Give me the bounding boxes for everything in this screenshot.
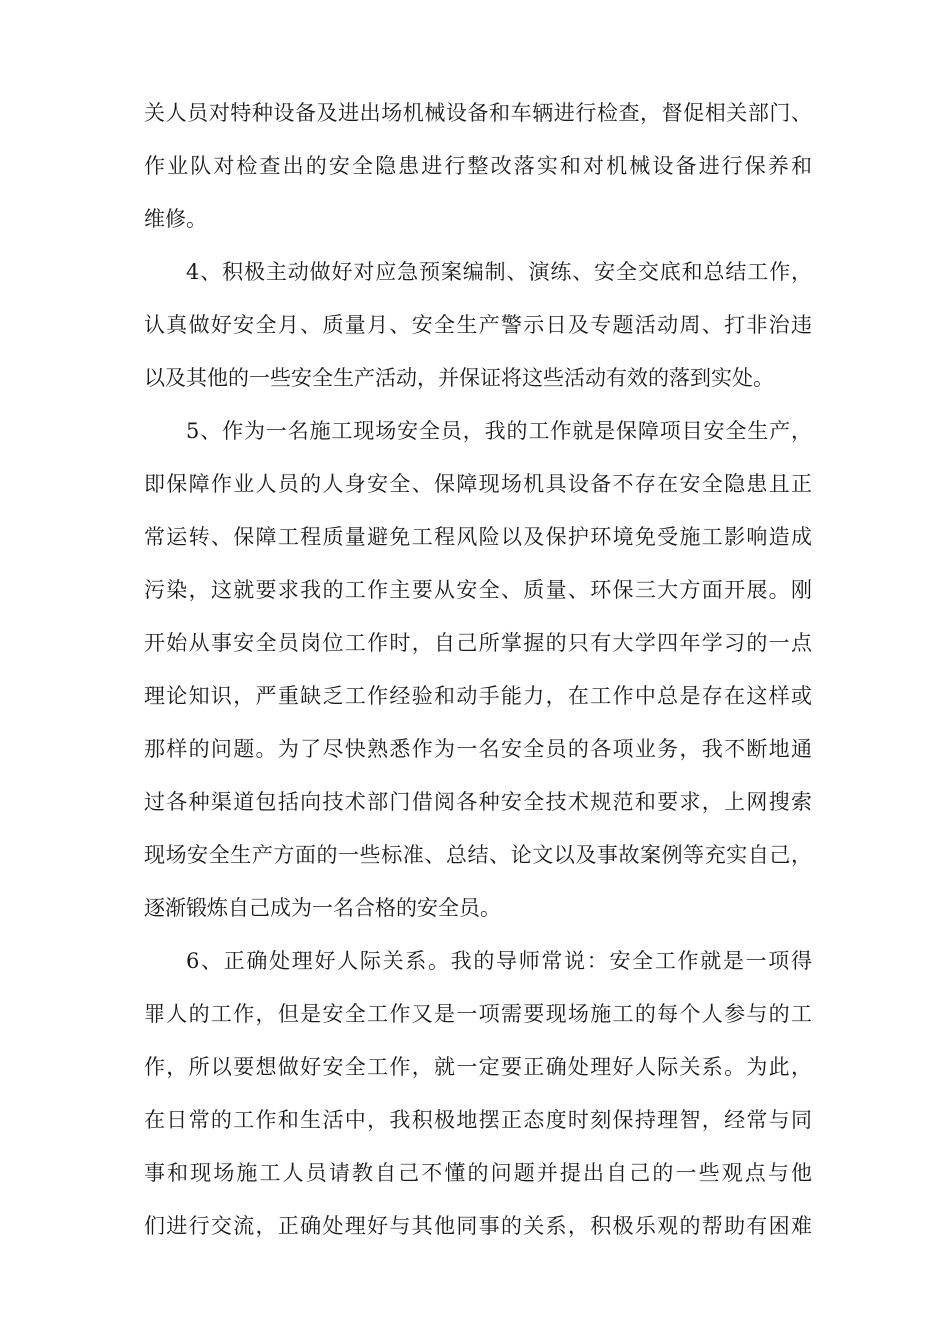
text-line: 6、正确处理好人际关系。我的导师常说：安全工作就是一项得 (186, 949, 812, 973)
text-line: 过各种渠道包括向技术部门借阅各种安全技术规范和要求，上网搜索 (144, 790, 812, 814)
text-line: 常运转、保障工程质量避免工程风险以及保护环境免受施工影响造成 (144, 525, 812, 549)
document-body (144, 98, 812, 1264)
text-line: 们进行交流，正确处理好与其他同事的关系，积极乐观的帮助有困难 (144, 1214, 812, 1238)
text-line: 作，所以要想做好安全工作，就一定要正确处理好人际关系。为此， (144, 1055, 812, 1079)
text-line: 维修。 (144, 207, 207, 231)
text-line: 认真做好安全月、质量月、安全生产警示日及专题活动周、打非治违 (144, 313, 812, 337)
text-line: 污染，这就要求我的工作主要从安全、质量、环保三大方面开展。刚 (144, 578, 812, 602)
text-line: 开始从事安全员岗位工作时，自己所掌握的只有大学四年学习的一点 (144, 631, 812, 655)
text-line: 逐渐锻炼自己成为一名合格的安全员。 (144, 896, 501, 920)
text-line: 4、积极主动做好对应急预案编制、演练、安全交底和总结工作， (186, 260, 812, 284)
text-line: 那样的问题。为了尽快熟悉作为一名安全员的各项业务，我不断地通 (144, 737, 812, 761)
text-line: 以及其他的一些安全生产活动，并保证将这些活动有效的落到实处。 (144, 366, 774, 390)
text-line: 在日常的工作和生活中，我积极地摆正态度时刻保持理智，经常与同 (144, 1108, 812, 1132)
text-line: 5、作为一名施工现场安全员，我的工作就是保障项目安全生产， (186, 419, 812, 443)
text-line: 现场安全生产方面的一些标准、总结、论文以及事故案例等充实自己， (144, 843, 812, 867)
text-line: 罪人的工作，但是安全工作又是一项需要现场施工的每个人参与的工 (144, 1002, 812, 1026)
text-line: 理论知识，严重缺乏工作经验和动手能力，在工作中总是存在这样或 (144, 684, 812, 708)
text-line: 事和现场施工人员请教自己不懂的问题并提出自己的一些观点与他 (144, 1161, 812, 1185)
text-line: 关人员对特种设备及进出场机械设备和车辆进行检查，督促相关部门、 (144, 101, 812, 125)
text-line: 作业队对检查出的安全隐患进行整改落实和对机械设备进行保养和 (144, 154, 812, 178)
text-line: 即保障作业人员的人身安全、保障现场机具设备不存在安全隐患且正 (144, 472, 812, 496)
